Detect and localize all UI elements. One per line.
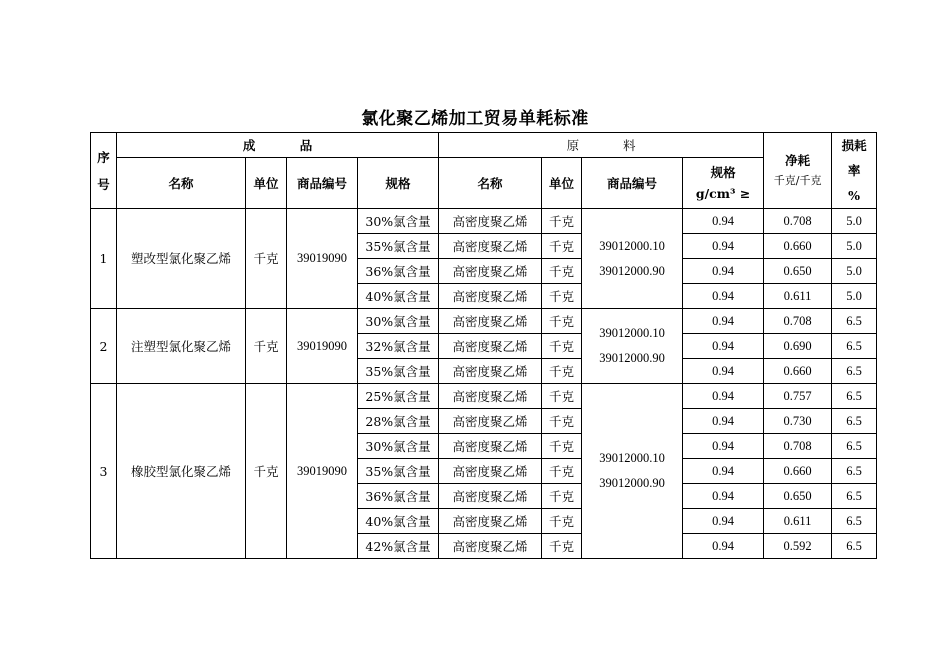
loss-cell: 5.0 [832, 234, 877, 259]
raw-spec-cell: 0.94 [683, 409, 764, 434]
seq-cell: 2 [91, 309, 117, 384]
spec-cell: 36%氯含量 [358, 484, 439, 509]
raw-unit-cell: 千克 [542, 434, 582, 459]
raw-spec-cell: 0.94 [683, 434, 764, 459]
product-code-cell: 39019090 [287, 209, 358, 309]
raw-name-cell: 高密度聚乙烯 [439, 384, 542, 409]
raw-code-value: 39012000.90 [599, 263, 665, 278]
loss-cell: 6.5 [832, 484, 877, 509]
spec-cell: 42%氯含量 [358, 534, 439, 559]
header-finished-label: 成 品 [242, 137, 313, 153]
header-raw-spec-label: 规格 [710, 165, 736, 180]
loss-cell: 5.0 [832, 209, 877, 234]
net-cell: 0.757 [764, 384, 832, 409]
raw-name-cell: 高密度聚乙烯 [439, 284, 542, 309]
consumption-standard-table [90, 132, 877, 559]
loss-cell: 5.0 [832, 284, 877, 309]
spec-cell: 40%氯含量 [358, 284, 439, 309]
product-name-cell: 橡胶型氯化聚乙烯 [117, 384, 246, 559]
raw-code-cell [582, 309, 683, 384]
raw-code-cell [582, 209, 683, 309]
raw-spec-cell: 0.94 [683, 359, 764, 384]
net-cell: 0.660 [764, 359, 832, 384]
loss-cell: 6.5 [832, 434, 877, 459]
loss-cell: 6.5 [832, 509, 877, 534]
raw-unit-cell: 千克 [542, 459, 582, 484]
raw-unit-cell: 千克 [542, 409, 582, 434]
header-loss [832, 133, 877, 209]
loss-cell: 6.5 [832, 534, 877, 559]
table-row [91, 309, 877, 334]
product-code-cell: 39019090 [287, 309, 358, 384]
spec-cell: 32%氯含量 [358, 334, 439, 359]
raw-spec-cell: 0.94 [683, 534, 764, 559]
raw-spec-cell: 0.94 [683, 334, 764, 359]
loss-cell: 6.5 [832, 334, 877, 359]
raw-code-value: 39012000.90 [599, 351, 665, 365]
header-spec: 规格 [358, 158, 439, 209]
raw-spec-cell: 0.94 [683, 284, 764, 309]
raw-code-value: 39012000.10 [599, 326, 665, 340]
raw-name-cell: 高密度聚乙烯 [439, 509, 542, 534]
raw-unit-cell: 千克 [542, 334, 582, 359]
raw-code-value: 39012000.90 [599, 476, 665, 490]
raw-spec-cell: 0.94 [683, 309, 764, 334]
net-cell: 0.660 [764, 234, 832, 259]
raw-spec-cell: 0.94 [683, 209, 764, 234]
net-cell: 0.650 [764, 484, 832, 509]
header-raw-spec [683, 158, 764, 209]
header-net [764, 133, 832, 209]
raw-spec-cell: 0.94 [683, 484, 764, 509]
spec-cell: 35%氯含量 [358, 234, 439, 259]
seq-cell: 3 [91, 384, 117, 559]
spec-cell: 30%氯含量 [358, 309, 439, 334]
raw-code-value: 39012000.10 [599, 451, 665, 465]
header-code: 商品编号 [287, 158, 358, 209]
net-cell: 0.708 [764, 309, 832, 334]
spec-cell: 28%氯含量 [358, 409, 439, 434]
raw-code-cell [582, 384, 683, 559]
header-seq-line1: 序 [97, 149, 110, 165]
raw-name-cell: 高密度聚乙烯 [439, 534, 542, 559]
header-raw [439, 133, 764, 158]
raw-unit-cell: 千克 [542, 384, 582, 409]
net-cell: 0.592 [764, 534, 832, 559]
raw-code-value: 39012000.10 [599, 238, 665, 253]
header-seq [91, 133, 117, 209]
header-name: 名称 [117, 158, 246, 209]
table-row [91, 384, 877, 409]
raw-name-cell: 高密度聚乙烯 [439, 359, 542, 384]
net-cell: 0.708 [764, 434, 832, 459]
product-name-cell: 塑改型氯化聚乙烯 [117, 209, 246, 309]
raw-unit-cell: 千克 [542, 284, 582, 309]
header-finished [117, 133, 439, 158]
header-loss-line1: 损耗 [841, 138, 867, 153]
net-cell: 0.690 [764, 334, 832, 359]
header-unit: 单位 [246, 158, 287, 209]
raw-spec-cell: 0.94 [683, 459, 764, 484]
spec-cell: 36%氯含量 [358, 259, 439, 284]
document-title: 氯化聚乙烯加工贸易单耗标准 [361, 109, 589, 129]
header-raw-name: 名称 [439, 158, 542, 209]
net-cell: 0.708 [764, 209, 832, 234]
raw-spec-cell: 0.94 [683, 259, 764, 284]
spec-cell: 30%氯含量 [358, 434, 439, 459]
raw-unit-cell: 千克 [542, 534, 582, 559]
spec-cell: 35%氯含量 [358, 459, 439, 484]
header-raw-label: 原 料 [566, 137, 636, 153]
raw-unit-cell: 千克 [542, 484, 582, 509]
header-loss-line3: % [848, 188, 861, 203]
seq-cell: 1 [91, 209, 117, 309]
table-row [91, 209, 877, 234]
loss-cell: 5.0 [832, 259, 877, 284]
product-code-cell: 39019090 [287, 384, 358, 559]
net-cell: 0.650 [764, 259, 832, 284]
raw-name-cell: 高密度聚乙烯 [439, 259, 542, 284]
raw-spec-cell: 0.94 [683, 234, 764, 259]
raw-name-cell: 高密度聚乙烯 [439, 434, 542, 459]
loss-cell: 6.5 [832, 309, 877, 334]
net-cell: 0.611 [764, 509, 832, 534]
raw-name-cell: 高密度聚乙烯 [439, 459, 542, 484]
table-body [91, 209, 877, 559]
raw-unit-cell: 千克 [542, 359, 582, 384]
raw-name-cell: 高密度聚乙烯 [439, 309, 542, 334]
header-seq-line2: 号 [97, 176, 110, 192]
product-unit-cell: 千克 [246, 209, 287, 309]
raw-spec-cell: 0.94 [683, 509, 764, 534]
raw-name-cell: 高密度聚乙烯 [439, 234, 542, 259]
raw-unit-cell: 千克 [542, 209, 582, 234]
raw-name-cell: 高密度聚乙烯 [439, 484, 542, 509]
spec-cell: 30%氯含量 [358, 209, 439, 234]
loss-cell: 6.5 [832, 459, 877, 484]
header-net-label: 净耗 [785, 153, 811, 169]
loss-cell: 6.5 [832, 359, 877, 384]
raw-unit-cell: 千克 [542, 259, 582, 284]
header-net-unit: 千克/千克 [773, 174, 822, 188]
raw-unit-cell: 千克 [542, 234, 582, 259]
raw-name-cell: 高密度聚乙烯 [439, 334, 542, 359]
header-loss-line2: 率 [847, 163, 861, 178]
raw-name-cell: 高密度聚乙烯 [439, 209, 542, 234]
header-raw-code: 商品编号 [582, 158, 683, 209]
spec-cell: 25%氯含量 [358, 384, 439, 409]
net-cell: 0.730 [764, 409, 832, 434]
header-raw-spec-unit: g/cm³ ≥ [695, 186, 751, 201]
raw-unit-cell: 千克 [542, 309, 582, 334]
product-unit-cell: 千克 [246, 384, 287, 559]
product-unit-cell: 千克 [246, 309, 287, 384]
raw-name-cell: 高密度聚乙烯 [439, 409, 542, 434]
loss-cell: 6.5 [832, 384, 877, 409]
loss-cell: 6.5 [832, 409, 877, 434]
raw-spec-cell: 0.94 [683, 384, 764, 409]
header-raw-unit: 单位 [542, 158, 582, 209]
net-cell: 0.611 [764, 284, 832, 309]
raw-unit-cell: 千克 [542, 509, 582, 534]
spec-cell: 40%氯含量 [358, 509, 439, 534]
spec-cell: 35%氯含量 [358, 359, 439, 384]
net-cell: 0.660 [764, 459, 832, 484]
product-name-cell: 注塑型氯化聚乙烯 [117, 309, 246, 384]
